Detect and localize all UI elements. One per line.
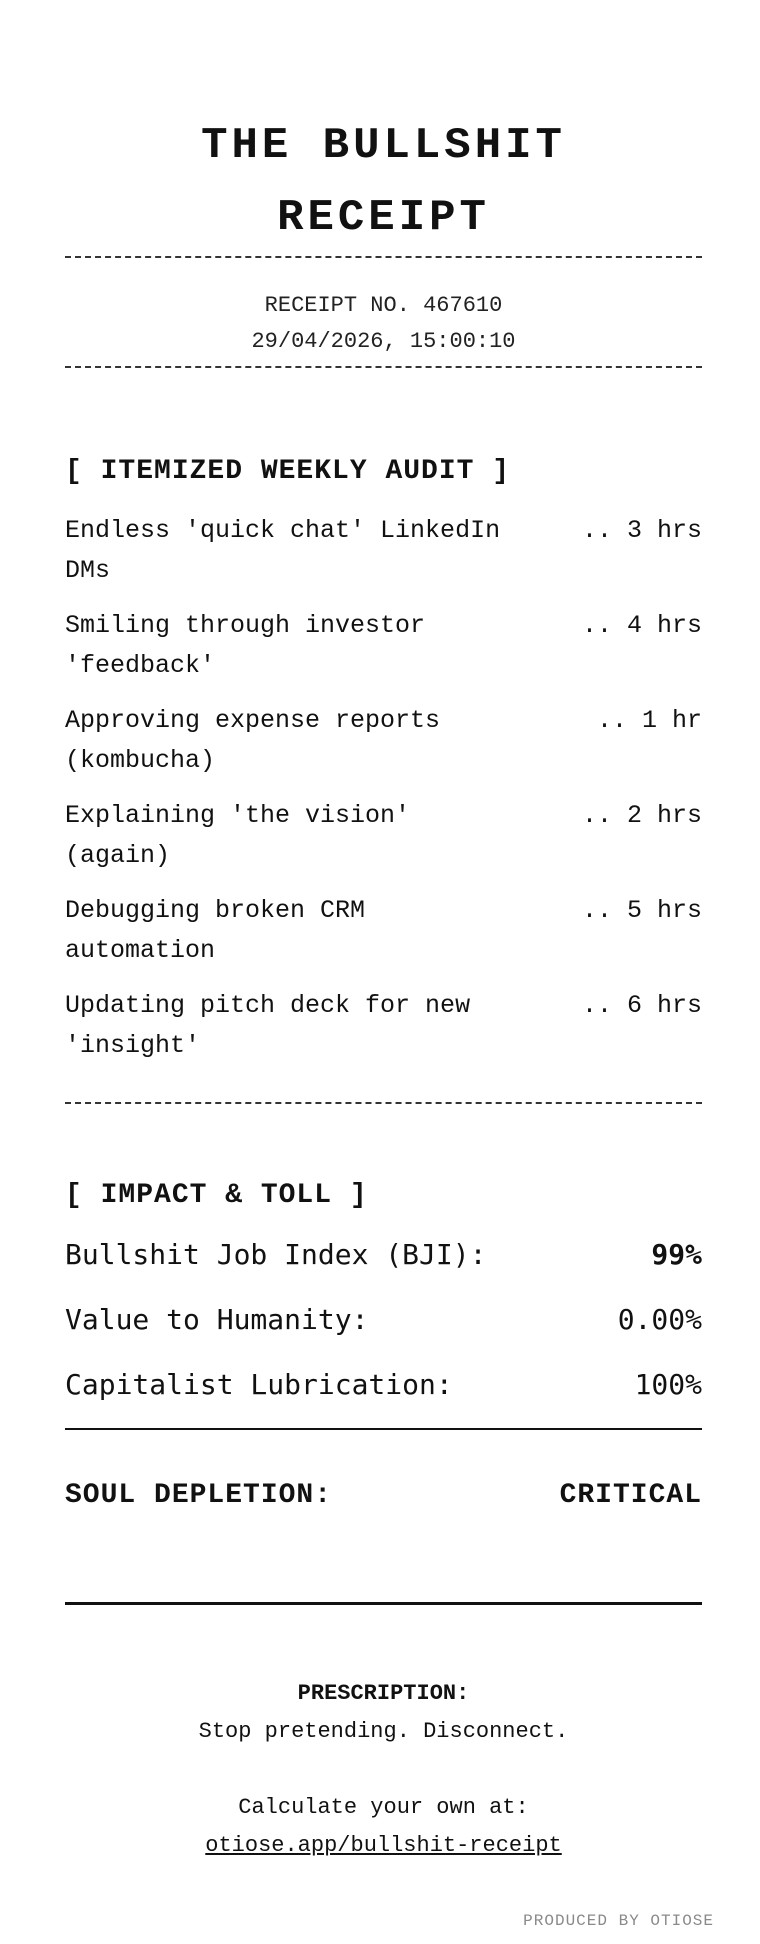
- receipt: [65, 0, 702, 1865]
- impact-value: 0.00%: [617, 1303, 702, 1336]
- receipt-link[interactable]: otiose.app/bullshit-receipt: [205, 1833, 562, 1858]
- audit-item: [65, 891, 702, 971]
- receipt-meta: [65, 288, 702, 360]
- impact-label: Capitalist Lubrication:: [65, 1368, 453, 1401]
- soul-depletion-label: SOUL DEPLETION:: [65, 1480, 333, 1511]
- impact-row-bji: [65, 1235, 702, 1275]
- audit-item-label: Debugging broken CRM automation: [65, 896, 366, 965]
- audit-item: [65, 701, 702, 781]
- receipt-datetime: 29/04/2026, 15:00:10: [251, 329, 516, 354]
- divider-dashed: [65, 1102, 702, 1104]
- impact-label: Value to Humanity:: [65, 1303, 369, 1336]
- impact-section-title: [ IMPACT & TOLL ]: [65, 1180, 368, 1211]
- audit-item-value: .. 4 hrs: [581, 611, 702, 640]
- impact-label: Bullshit Job Index (BJI):: [65, 1238, 487, 1271]
- impact-row-capitalist-lubrication: [65, 1365, 702, 1405]
- cta-text: Calculate your own at:: [238, 1795, 529, 1820]
- prescription-label: PRESCRIPTION:: [297, 1681, 470, 1706]
- audit-item-label: Smiling through investor 'feedback': [65, 611, 426, 680]
- divider-dashed: [65, 256, 702, 258]
- audit-item: [65, 606, 702, 686]
- title-line-1: THE BULLSHIT: [201, 121, 566, 171]
- impact-value: 100%: [634, 1368, 702, 1401]
- cta-block: [65, 1789, 702, 1865]
- audit-item-value: .. 1 hr: [596, 706, 702, 735]
- impact-row-value-to-humanity: [65, 1300, 702, 1340]
- audit-item-value: .. 2 hrs: [581, 801, 702, 830]
- audit-item-label: Endless 'quick chat' LinkedIn DMs: [65, 516, 501, 585]
- audit-item: [65, 986, 702, 1066]
- divider-solid-thick: [65, 1602, 702, 1605]
- audit-item-value: .. 5 hrs: [581, 896, 702, 925]
- title-line-2: RECEIPT: [277, 193, 490, 243]
- audit-item: [65, 511, 702, 591]
- soul-depletion-row: [65, 1476, 702, 1516]
- soul-depletion-value: CRITICAL: [559, 1480, 702, 1511]
- produced-by-label: PRODUCED BY OTIOSE: [523, 1912, 714, 1930]
- receipt-title: [65, 110, 702, 254]
- audit-item: [65, 796, 702, 876]
- audit-section-title: [ ITEMIZED WEEKLY AUDIT ]: [65, 456, 511, 487]
- prescription-block: [65, 1675, 702, 1751]
- impact-list: [65, 1235, 702, 1405]
- audit-item-value: .. 6 hrs: [581, 991, 702, 1020]
- impact-value: 99%: [651, 1238, 702, 1271]
- audit-item-list: [65, 511, 702, 1066]
- divider-solid: [65, 1428, 702, 1430]
- audit-item-value: .. 3 hrs: [581, 516, 702, 545]
- audit-item-label: Updating pitch deck for new 'insight': [65, 991, 471, 1060]
- prescription-text: Stop pretending. Disconnect.: [198, 1719, 569, 1744]
- divider-dashed: [65, 366, 702, 368]
- audit-item-label: Explaining 'the vision' (again): [65, 801, 411, 870]
- audit-item-label: Approving expense reports (kombucha): [65, 706, 441, 775]
- receipt-number: RECEIPT NO. 467610: [264, 293, 503, 318]
